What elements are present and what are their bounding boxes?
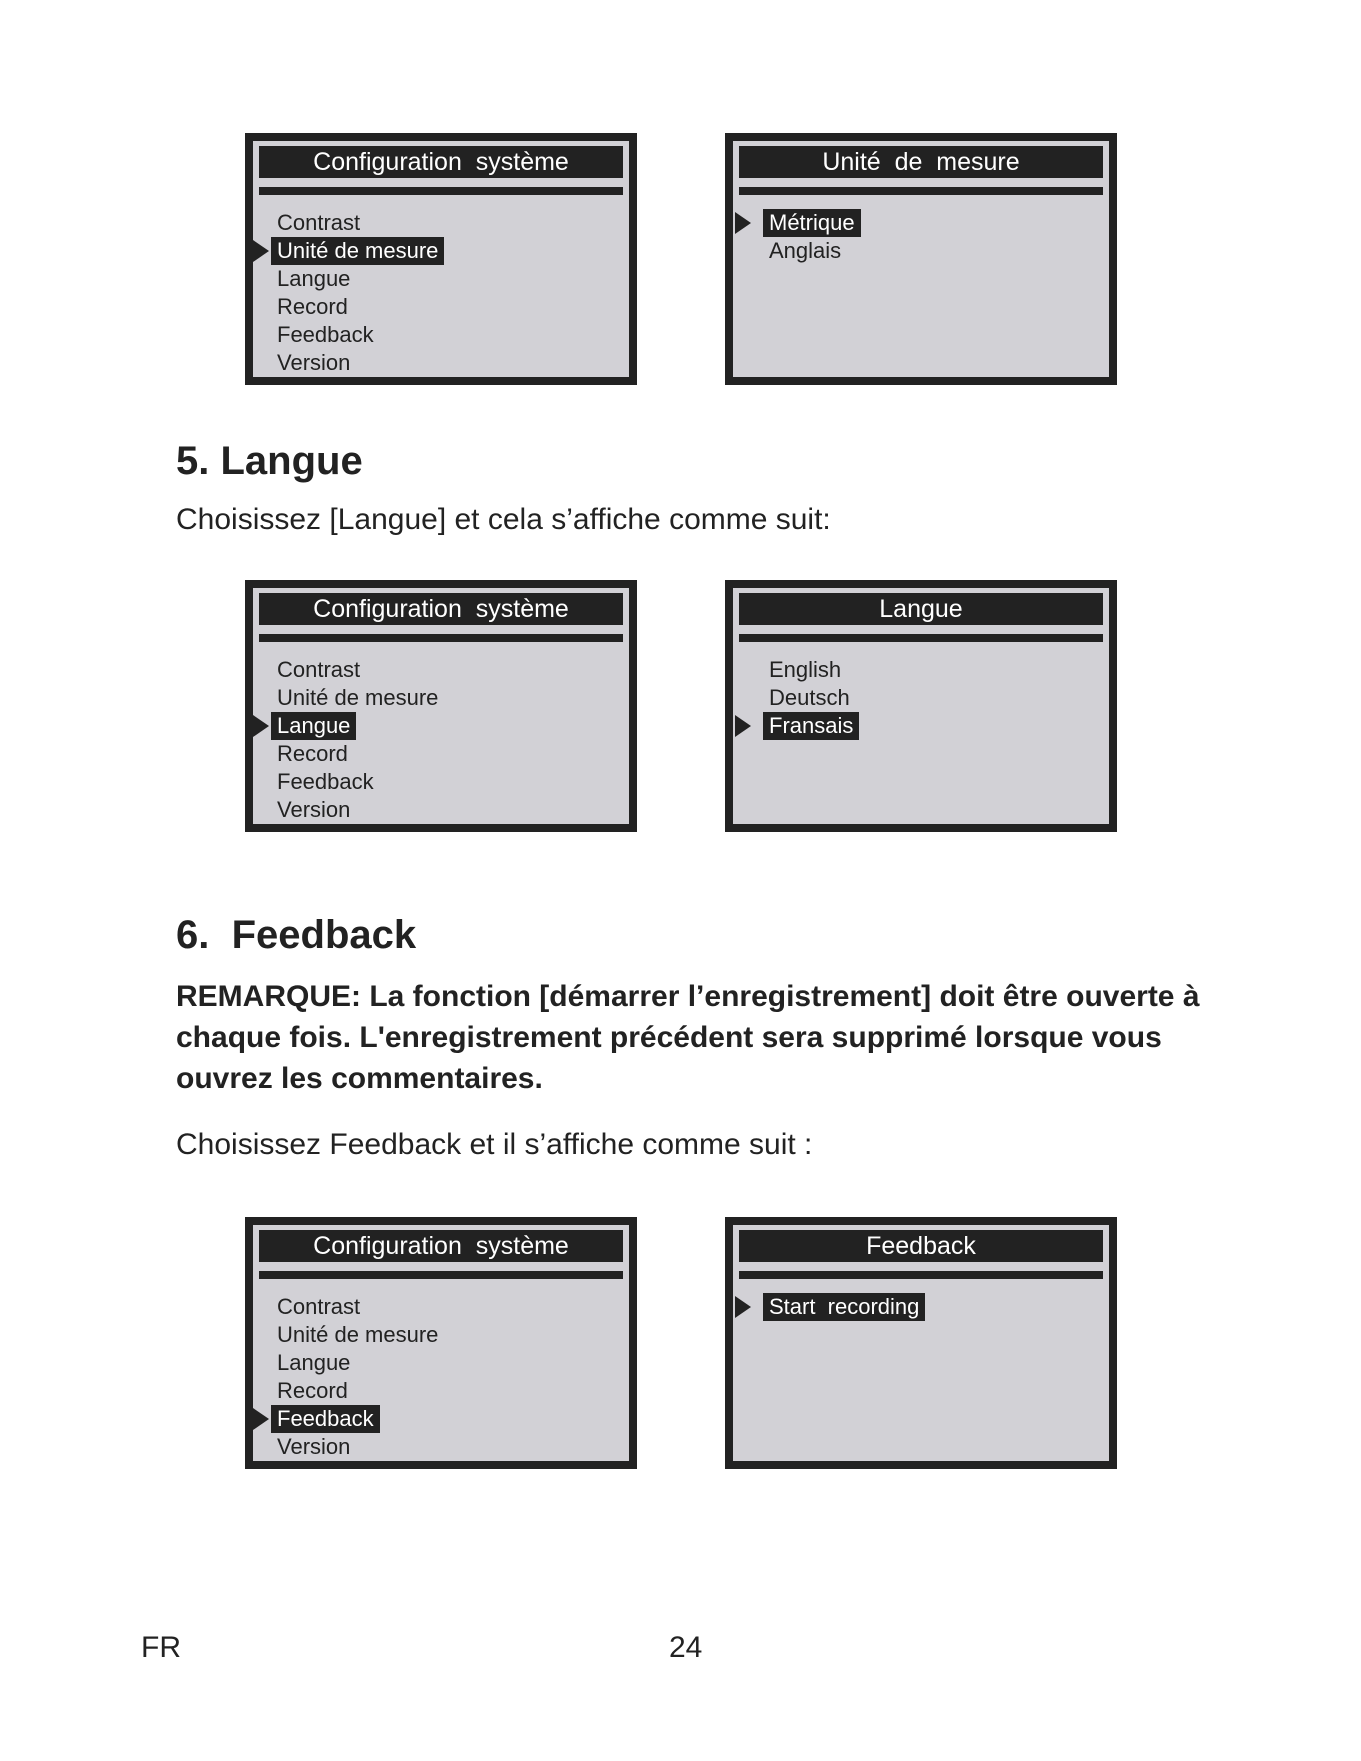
title-divider [739, 187, 1103, 195]
lcd-display [733, 1225, 1109, 1461]
title-divider [739, 1271, 1103, 1279]
lcd-screen [245, 133, 637, 385]
menu-item-label: Anglais [769, 238, 842, 263]
lcd-screen [245, 580, 637, 832]
menu-item [253, 1321, 629, 1349]
menu-item-label: English [769, 657, 842, 682]
menu-item-label: Contrast [277, 657, 361, 682]
menu-item-label: Feedback [277, 769, 374, 794]
selection-arrow-icon [735, 715, 751, 737]
lcd-display [733, 141, 1109, 377]
menu-item [733, 209, 1109, 237]
section-heading-langue: 5. Langue [176, 439, 363, 483]
menu-list [733, 1293, 1109, 1321]
page-number: 24 [669, 1631, 703, 1664]
menu-item [253, 1349, 629, 1377]
lcd-display [253, 141, 629, 377]
section-heading-feedback: 6. Feedback [176, 913, 417, 957]
menu-item-label: Start recording [763, 1293, 925, 1321]
menu-item-label: Métrique [763, 209, 861, 237]
menu-item [253, 265, 629, 293]
menu-list [733, 656, 1109, 740]
menu-item-label: Contrast [277, 210, 361, 235]
menu-item [253, 293, 629, 321]
menu-item [733, 237, 1109, 265]
menu-item [253, 684, 629, 712]
section-text-langue: Choisissez [Langue] et cela s’affiche comme suit: [176, 503, 831, 536]
menu-item-label: Contrast [277, 1294, 361, 1319]
menu-item-label: Fransais [763, 712, 859, 740]
menu-item-label: Version [277, 350, 351, 375]
footer-language: FR [141, 1631, 181, 1664]
menu-item-label: Langue [277, 1350, 351, 1375]
lcd-screen [725, 580, 1117, 832]
menu-item [253, 656, 629, 684]
menu-item-label: Unité de mesure [271, 237, 444, 265]
menu-item-label: Langue [277, 266, 351, 291]
screen-title: Configuration système [259, 146, 623, 178]
menu-item [253, 740, 629, 768]
menu-list [253, 656, 629, 824]
screen-title: Configuration système [259, 1230, 623, 1262]
menu-item-label: Record [277, 1378, 348, 1403]
lcd-display [253, 1225, 629, 1461]
screen-title: Feedback [739, 1230, 1103, 1262]
section-text-feedback: Choisissez Feedback et il s’affiche comme suit : [176, 1128, 813, 1161]
menu-item [733, 1293, 1109, 1321]
lcd-screen [245, 1217, 637, 1469]
menu-item [733, 656, 1109, 684]
menu-item-label: Version [277, 1434, 351, 1459]
lcd-screen [725, 1217, 1117, 1469]
selection-arrow-icon [253, 715, 269, 737]
screen-title: Configuration système [259, 593, 623, 625]
menu-item-label: Unité de mesure [277, 685, 439, 710]
screen-title: Langue [739, 593, 1103, 625]
menu-item-label: Record [277, 741, 348, 766]
menu-item [733, 712, 1109, 740]
menu-list [253, 209, 629, 377]
lcd-screen [725, 133, 1117, 385]
selection-arrow-icon [735, 212, 751, 234]
selection-arrow-icon [253, 1408, 269, 1430]
screen-title: Unité de mesure [739, 146, 1103, 178]
title-divider [739, 634, 1103, 642]
title-divider [259, 187, 623, 195]
menu-item [253, 237, 629, 265]
menu-item [253, 796, 629, 824]
title-divider [259, 634, 623, 642]
menu-item [253, 1433, 629, 1461]
menu-item [253, 1377, 629, 1405]
menu-list [733, 209, 1109, 265]
menu-item [253, 712, 629, 740]
menu-item-label: Feedback [271, 1405, 380, 1433]
lcd-display [253, 588, 629, 824]
remark-note: REMARQUE: La fonction [démarrer l’enregistrement] doit être ouverte à chaque fois. L'enregistrement précédent sera supprimé lorsque vous ouvrez les commentaires. [176, 980, 1200, 1095]
menu-item [253, 321, 629, 349]
menu-item-label: Record [277, 294, 348, 319]
menu-item [253, 349, 629, 377]
menu-item-label: Feedback [277, 322, 374, 347]
menu-item-label: Version [277, 797, 351, 822]
selection-arrow-icon [735, 1296, 751, 1318]
menu-item [733, 684, 1109, 712]
menu-item-label: Langue [271, 712, 356, 740]
menu-item [253, 768, 629, 796]
menu-item-label: Unité de mesure [277, 1322, 439, 1347]
menu-list [253, 1293, 629, 1461]
menu-item-label: Deutsch [769, 685, 850, 710]
lcd-display [733, 588, 1109, 824]
menu-item [253, 209, 629, 237]
selection-arrow-icon [253, 240, 269, 262]
menu-item [253, 1293, 629, 1321]
menu-item [253, 1405, 629, 1433]
title-divider [259, 1271, 623, 1279]
